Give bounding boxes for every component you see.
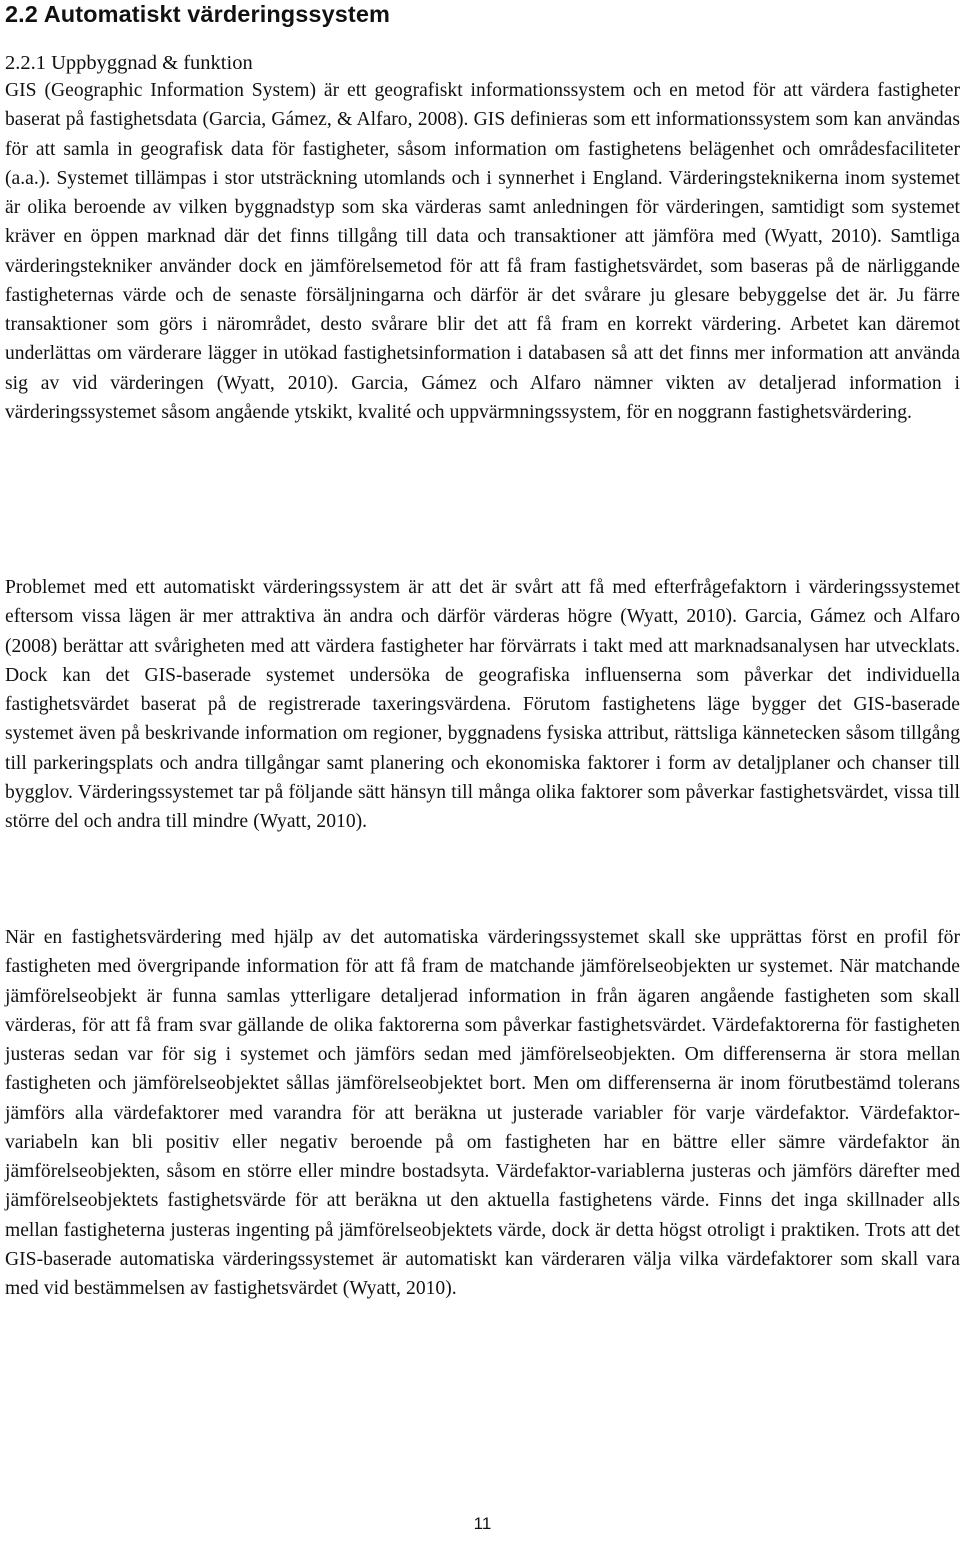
section-heading: 2.2 Automatiskt värderingssystem	[5, 1, 391, 27]
body-paragraph: GIS (Geographic Information System) är ett geografiskt informationssystem och en metod för att värdera fastigheter baserat på fastighetsdata (Garcia, Gámez, & Alfaro, 2008). GIS definieras som ett informationssystem som kan användas för att samla in geografisk data för fastigheter, såsom information om fastighetens belägenhet och områdesfaciliteter (a.a.). Systemet tillämpas i stor utsträckning utomlands och i synnerhet i England. Värderingsteknikerna inom systemet är olika beroende av vilken byggnadstyp som ska värderas samt anledningen för värderingen, samtidigt som systemet kräver en öppen marknad där det finns tillgång till data och transaktioner att jämföra med (Wyatt, 2010). Samtliga värderingstekniker använder dock en jämförelsemetod för att få fram fastighetsvärdet, som baseras på de närliggande fastigheternas värde och de senaste försäljningarna och därför är det svårare ju glesare bebyggelse det är. Ju färre transaktioner som görs i närområdet, desto svårare blir det att få fram en korrekt värdering. Arbetet kan däremot underlättas om värderare lägger in utökad fastighetsinformation i databasen så att det finns mer information att använda sig av vid värderingen (Wyatt, 2010). Garcia, Gámez och Alfaro nämner vikten av detaljerad information i värderingssystemet såsom angående ytskikt, kvalité och uppvärmningssystem, för en noggrann fastighetsvärdering.	[5, 80, 960, 423]
body-paragraph: När en fastighetsvärdering med hjälp av det automatiska värderingssystemet skall ske upprättas först en profil för fastigheten med övergripande information för att få fram de matchande jämförelseobjekten ur systemet. När matchande jämförelseobjekt är funna samlas ytterligare detaljerad information in från ägaren angående fastigheten som skall värderas, för att få fram svar gällande de olika faktorerna som påverkar fastighetsvärdet. Värdefaktorerna för fastigheten justeras sedan var för sig i systemet och jämförs sedan med jämförelseobjekten. Om differenserna är stora mellan fastigheten och jämförelseobjektet sållas jämförelseobjektet bort. Men om differenserna är inom förutbestämd tolerans jämförs alla värdefaktorer med varandra för att beräkna ut justerade variabler för varje värdefaktor. Värdefaktor-variabeln kan bli positiv eller negativ beroende på om fastigheten har en bättre eller sämre värdefaktor än jämförelseobjekten, såsom en större eller mindre bostadsyta. Värdefaktor-variablerna justeras och jämförs därefter med jämförelseobjektets fastighetsvärde för att beräkna ut den aktuella fastighetens värde. Finns det inga skillnader alls mellan fastigheterna justeras ingenting på jämförelseobjektets värde, dock är detta högst otroligt i praktiken. Trots att det GIS-baserade automatiska värderingssystemet är automatiskt kan värderaren välja vilka värdefaktorer som skall vara med vid bestämmelsen av fastighetsvärdet (Wyatt, 2010).	[5, 927, 960, 1299]
document-page	[5, 0, 960, 1543]
subsection-heading: 2.2.1 Uppbyggnad & funktion	[5, 52, 253, 74]
page-number: 11	[473, 1514, 492, 1533]
body-paragraph: Problemet med ett automatiskt värderingssystem är att det är svårt att få med efterfrågefaktorn i värderingssystemet eftersom vissa lägen är mer attraktiva än andra och därför värderas högre (Wyatt, 2010). Garcia, Gámez och Alfaro (2008) berättar att svårigheten med att värdera fastigheter har förvärrats i takt med att marknadsanalysen har utvecklats. Dock kan det GIS-baserade systemet undersöka de geografiska influenserna som påverkar det individuella fastighetsvärdet baserat på de registrerade taxeringsvärdena. Förutom fastighetens läge bygger det GIS-baserade systemet även på beskrivande information om regioner, byggnadens fysiska attribut, rättsliga kännetecken såsom tillgång till parkeringsplats och andra tillgångar samt planering och ekonomiska faktorer i form av detaljplaner och chanser till bygglov. Värderingssystemet tar på följande sätt hänsyn till många olika faktorer som påverkar fastighetsvärdet, vissa till större del och andra till mindre (Wyatt, 2010).	[5, 577, 960, 832]
